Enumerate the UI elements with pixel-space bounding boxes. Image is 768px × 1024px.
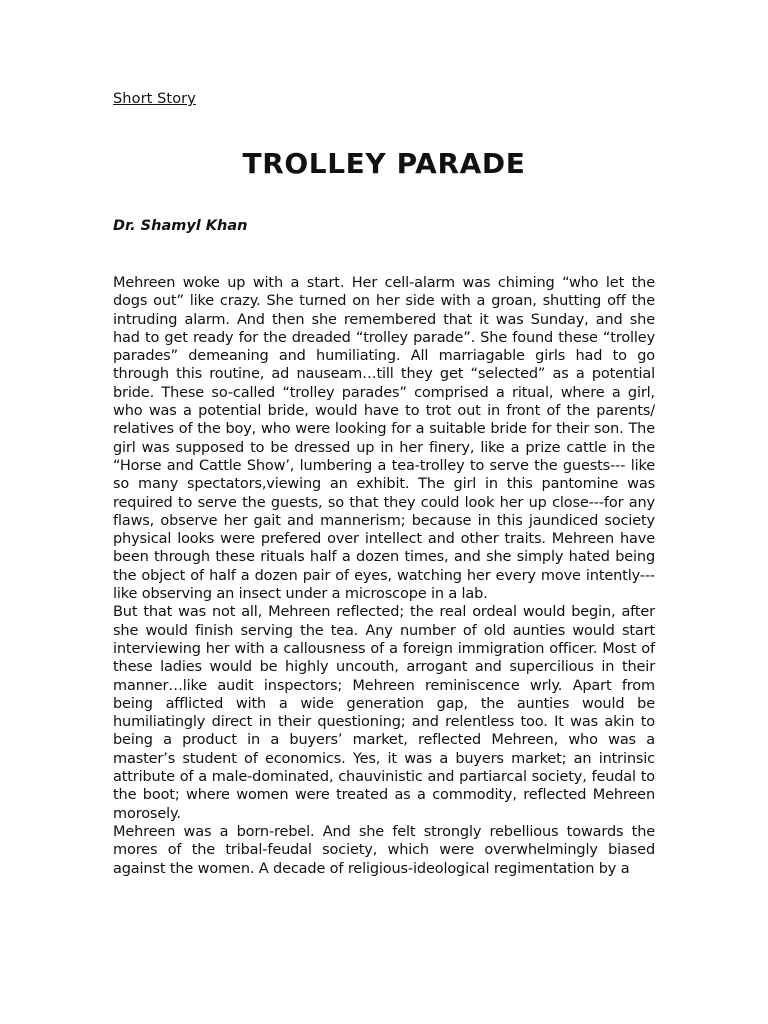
story-title: TROLLEY PARADE [242, 147, 526, 180]
section-label: Short Story [113, 91, 196, 107]
paragraph: But that was not all, Mehreen reflected; the real ordeal would begin, after she would finish serving the tea. Any number of old aunties would start interviewing her with a callousness of a foreign immigration officer. Most of these ladies would be highly uncouth, arrogant and supercilious in their manner…like audit inspectors; Mehreen reminiscence wrly. Apart from being afflicted with a wide generation gap, the aunties would be humiliatingly direct in their questioning; and relentless too. It was akin to being a product in a buyers’ market, reflected Mehreen, who was a master’s student of economics. Yes, it was a buyers market; an intrinsic attribute of a male-dominated, chauvinistic and partiarcal society, feudal to the boot; where women were treated as a commodity, reflected Mehreen morosely. [113, 604, 655, 822]
author-name: Dr. Shamyl Khan [113, 218, 248, 234]
paragraph: Mehreen woke up with a start. Her cell-alarm was chiming “who let the dogs out” like crazy. She turned on her side with a groan, shutting off the intruding alarm. And then she remembered that it was Sunday, and she had to get ready for the dreaded “trolley parade”. She found these “trolley parades” demeaning and humiliating. All marriagable girls had to go through this routine, ad nauseam…till they get “selected” as a potential bride. These so-called “trolley parades” comprised a ritual, where a girl, who was a potential bride, would have to trot out in front of the parents/ relatives of the boy, who were looking for a suitable bride for their son. The girl was supposed to be dressed up in her finery, like a prize cattle in the “Horse and Cattle Show’, lumbering a tea-trolley to serve the guests--- like so many spectators,viewing an exhibit. The girl in this pantomine was required to serve the guests, so that they could look her up close---for any flaws, observe her gait and mannerism; because in this jaundiced society physical looks were prefered over intellect and other traits. Mehreen have been through these rituals half a dozen times, and she simply hated being the object of half a dozen pair of eyes, watching her every move intently---like observing an insect under a microscope in a lab. [113, 275, 655, 603]
paragraph: Mehreen was a born-rebel. And she felt strongly rebellious towards the mores of the tribal-feudal society, which were overwhelmingly biased against the women. A decade of religious-ideological regimentation by a [113, 823, 655, 877]
story-body [113, 274, 655, 878]
